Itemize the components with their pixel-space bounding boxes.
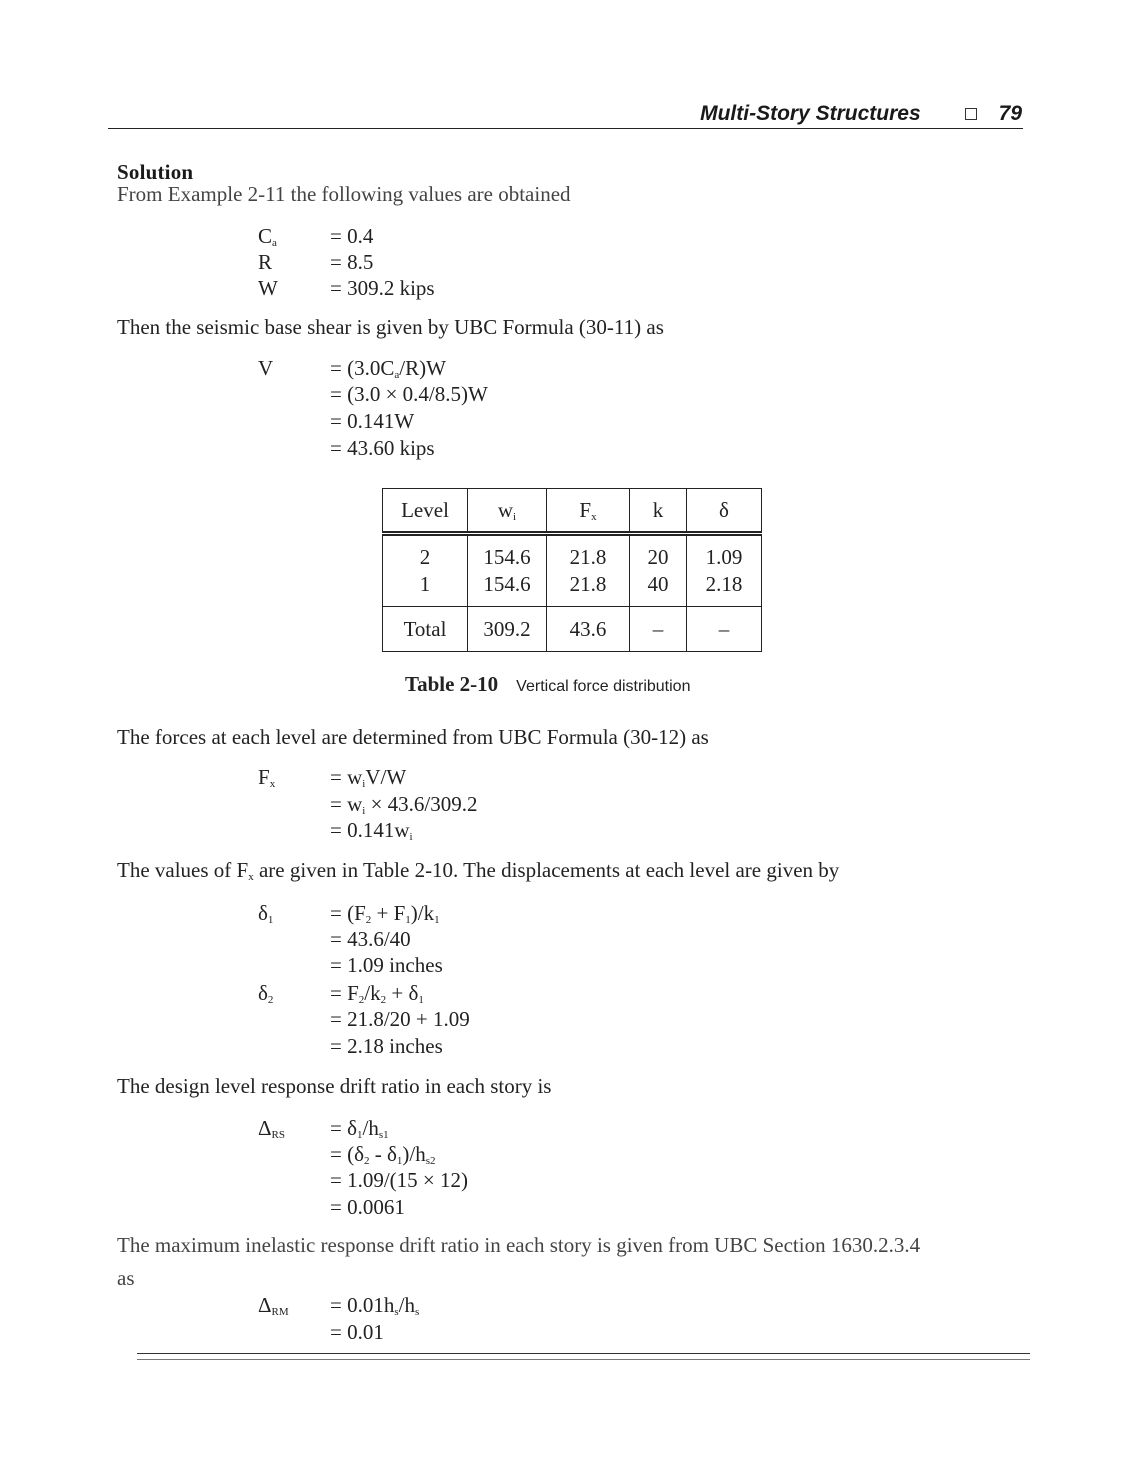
- value-w: = 309.2 kips: [330, 276, 435, 300]
- drift-intro: The design level response drift ratio in each story is: [117, 1074, 552, 1098]
- forces-line-3: = $0.141w_i$: [330, 818, 413, 843]
- drift-line-2: = $(\delta_2 - \delta_1)/h_{s2}$: [330, 1142, 436, 1167]
- table-caption-label: Table 2-10: [405, 672, 499, 696]
- max-drift-intro-2: as: [117, 1266, 135, 1290]
- delta1-line-3: = 1.09 inches: [330, 953, 443, 977]
- header-level: Level: [383, 489, 468, 534]
- table-cell: 21.8: [547, 534, 630, 572]
- table-cell: –: [630, 607, 687, 652]
- table-cell: 309.2: [468, 607, 547, 652]
- table-cell: 43.6: [547, 607, 630, 652]
- page-number: 79: [998, 102, 1022, 125]
- table-cell: 21.8: [547, 571, 630, 607]
- value-ca: = 0.4: [330, 224, 374, 248]
- value-symbol-ca: $C_a$: [258, 224, 277, 249]
- running-header: [700, 102, 1022, 126]
- delta1-line-2: = 43.6/40: [330, 927, 411, 951]
- value-symbol-w: W: [258, 276, 278, 300]
- table-cell: 40: [630, 571, 687, 607]
- shear-line-1: = $(3.0C_a/R)W$: [330, 356, 446, 381]
- delta2-line-2: = 21.8/20 + 1.09: [330, 1007, 470, 1031]
- max-drift-intro: The maximum inelastic response drift ratio in each story is given from UBC Section 1630.2.3.4: [117, 1233, 921, 1257]
- maxdrift-line-1: = $0.01h_s/h_s$: [330, 1293, 420, 1318]
- table-row: [383, 534, 762, 572]
- table-cell: 2.18: [687, 571, 762, 607]
- maxdrift-lhs: $\Delta_{RM}$: [258, 1293, 289, 1318]
- header-fx: $F_x$: [547, 489, 630, 534]
- delta2-lhs: $\delta_2$: [258, 981, 274, 1006]
- footer-rule: [137, 1353, 1030, 1354]
- square-bullet-icon: [965, 108, 977, 120]
- drift-lhs: $\Delta_{RS}$: [258, 1116, 285, 1141]
- drift-line-1: = $\delta_1/h_{s1}$: [330, 1116, 389, 1141]
- delta1-line-1: = $(F_2 + F_1)/k_1$: [330, 901, 440, 926]
- header-k: k: [630, 489, 687, 534]
- shear-line-2: = (3.0 × 0.4/8.5)W: [330, 382, 488, 406]
- vertical-force-table: [382, 488, 762, 652]
- values-fx-paragraph: The values of $F_x$ are given in Table 2-10. The displacements at each level are given by: [117, 858, 840, 883]
- running-header-title: Multi-Story Structures: [700, 102, 921, 125]
- forces-intro: The forces at each level are determined from UBC Formula (30-12) as: [117, 725, 709, 749]
- table-cell: 1.09: [687, 534, 762, 572]
- drift-line-3: = 1.09/(15 × 12): [330, 1168, 469, 1192]
- header-rule: [108, 128, 1023, 129]
- table-header-row: [383, 489, 762, 534]
- table-cell: 2: [383, 534, 468, 572]
- maxdrift-line-2: = 0.01: [330, 1320, 384, 1344]
- forces-line-1: = $w_iV/W$: [330, 765, 407, 790]
- forces-lhs: $F_x$: [258, 765, 276, 790]
- table-cell: –: [687, 607, 762, 652]
- table-cell: Total: [383, 607, 468, 652]
- shear-line-4: = 43.60 kips: [330, 436, 435, 460]
- drift-line-4: = 0.0061: [330, 1195, 405, 1219]
- forces-line-2: = $w_i \times 43.6/309.2$: [330, 792, 478, 817]
- table-total-row: [383, 607, 762, 652]
- header-delta: δ: [687, 489, 762, 534]
- header-wi: $w_i$: [468, 489, 547, 534]
- table-cell: 20: [630, 534, 687, 572]
- intro-paragraph: From Example 2-11 the following values are obtained: [117, 182, 571, 206]
- footer-rule-secondary: [137, 1359, 1030, 1360]
- delta2-line-3: = 2.18 inches: [330, 1034, 443, 1058]
- table-cell: 1: [383, 571, 468, 607]
- shear-lhs: V: [258, 356, 274, 380]
- delta2-line-1: = $F_2/k_2 + \delta_1$: [330, 981, 424, 1006]
- value-symbol-r: R: [258, 250, 273, 274]
- table-row: [383, 571, 762, 607]
- shear-intro: Then the seismic base shear is given by UBC Formula (30-11) as: [117, 315, 664, 339]
- table-cell: 154.6: [468, 534, 547, 572]
- table-caption-text: Vertical force distribution: [516, 678, 691, 695]
- value-r: = 8.5: [330, 250, 374, 274]
- table-cell: 154.6: [468, 571, 547, 607]
- delta1-lhs: $\delta_1$: [258, 901, 274, 926]
- shear-line-3: = 0.141W: [330, 409, 415, 433]
- solution-heading: Solution: [117, 160, 194, 184]
- table-caption: [405, 672, 690, 697]
